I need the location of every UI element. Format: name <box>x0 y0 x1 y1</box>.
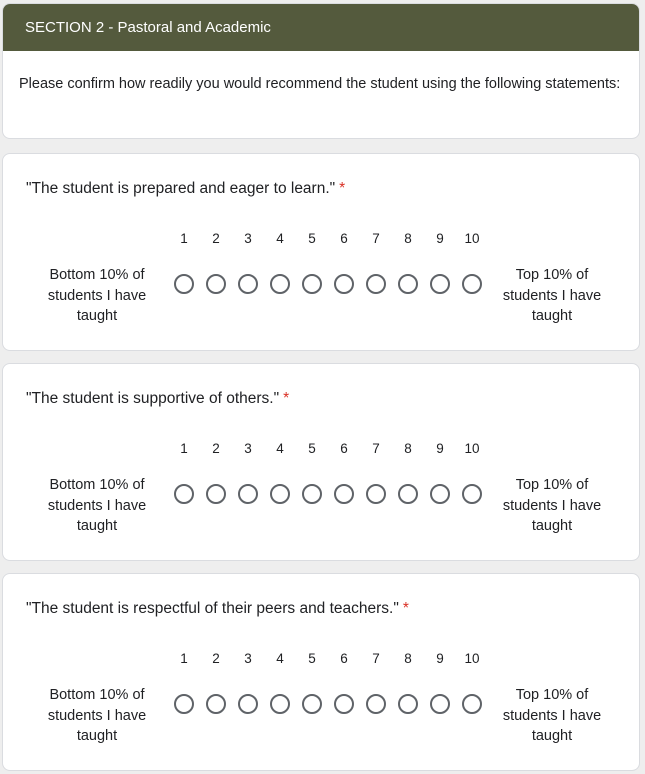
scale-number: 1 <box>180 231 188 246</box>
scale-high-label: Top 10% of students I have taught <box>502 477 602 534</box>
rating-radio-3[interactable] <box>238 484 258 504</box>
rating-radio-1[interactable] <box>174 694 194 714</box>
scale-low-label: Bottom 10% of students I have taught <box>47 687 147 744</box>
scale-high-label: Top 10% of students I have taught <box>502 267 602 324</box>
rating-radio-6[interactable] <box>334 694 354 714</box>
rating-radio-4[interactable] <box>270 694 290 714</box>
scale-number: 8 <box>404 231 412 246</box>
scale-number: 6 <box>340 651 348 666</box>
question-title-text: "The student is supportive of others." <box>26 390 280 407</box>
required-asterisk: * <box>283 390 290 407</box>
scale-number: 1 <box>180 441 188 456</box>
rating-radio-7[interactable] <box>366 484 386 504</box>
rating-radio-2[interactable] <box>206 274 226 294</box>
rating-radio-10[interactable] <box>462 484 482 504</box>
scale-number: 8 <box>404 651 412 666</box>
rating-radio-4[interactable] <box>270 484 290 504</box>
rating-radio-8[interactable] <box>398 694 418 714</box>
required-asterisk: * <box>402 600 409 617</box>
question-card <box>2 573 640 771</box>
scale-number: 4 <box>276 651 284 666</box>
question-title-text: "The student is respectful of their peers and teachers." <box>26 600 399 617</box>
scale-number: 10 <box>464 441 480 456</box>
rating-radio-9[interactable] <box>430 274 450 294</box>
rating-radio-3[interactable] <box>238 274 258 294</box>
required-asterisk: * <box>339 180 346 197</box>
scale-number: 1 <box>180 651 188 666</box>
question-title <box>26 600 409 618</box>
scale-number: 4 <box>276 231 284 246</box>
question-card <box>2 363 640 561</box>
scale-number: 5 <box>308 231 316 246</box>
rating-radio-5[interactable] <box>302 484 322 504</box>
rating-radio-8[interactable] <box>398 484 418 504</box>
rating-radio-7[interactable] <box>366 694 386 714</box>
question-title-text: "The student is prepared and eager to learn." <box>26 180 336 197</box>
scale-number: 10 <box>464 651 480 666</box>
section-header-card <box>2 3 640 139</box>
question-title <box>26 180 345 198</box>
rating-radio-5[interactable] <box>302 694 322 714</box>
scale-low-label: Bottom 10% of students I have taught <box>47 267 147 324</box>
scale-number: 9 <box>436 231 444 246</box>
rating-radio-10[interactable] <box>462 694 482 714</box>
rating-radio-2[interactable] <box>206 484 226 504</box>
scale-number: 3 <box>244 651 252 666</box>
rating-radio-5[interactable] <box>302 274 322 294</box>
scale-low-label: Bottom 10% of students I have taught <box>47 477 147 534</box>
rating-radio-3[interactable] <box>238 694 258 714</box>
scale-number: 3 <box>244 231 252 246</box>
scale-number: 7 <box>372 441 380 456</box>
scale-number: 7 <box>372 231 380 246</box>
rating-radio-8[interactable] <box>398 274 418 294</box>
scale-number: 9 <box>436 651 444 666</box>
scale-number: 3 <box>244 441 252 456</box>
section-description: Please confirm how readily you would recommend the student using the following statements: <box>19 76 621 92</box>
scale-number: 10 <box>464 231 480 246</box>
rating-radio-9[interactable] <box>430 694 450 714</box>
scale-number: 6 <box>340 441 348 456</box>
scale-number: 9 <box>436 441 444 456</box>
scale-number: 2 <box>212 651 220 666</box>
scale-number: 4 <box>276 441 284 456</box>
scale-number: 7 <box>372 651 380 666</box>
scale-number: 2 <box>212 231 220 246</box>
rating-radio-10[interactable] <box>462 274 482 294</box>
rating-radio-4[interactable] <box>270 274 290 294</box>
scale-number: 5 <box>308 441 316 456</box>
scale-number: 6 <box>340 231 348 246</box>
rating-radio-7[interactable] <box>366 274 386 294</box>
rating-radio-2[interactable] <box>206 694 226 714</box>
question-title <box>26 390 289 408</box>
scale-high-label: Top 10% of students I have taught <box>502 687 602 744</box>
rating-radio-1[interactable] <box>174 274 194 294</box>
rating-radio-1[interactable] <box>174 484 194 504</box>
rating-radio-9[interactable] <box>430 484 450 504</box>
question-card <box>2 153 640 351</box>
rating-radio-6[interactable] <box>334 484 354 504</box>
scale-number: 5 <box>308 651 316 666</box>
scale-number: 8 <box>404 441 412 456</box>
section-title: SECTION 2 - Pastoral and Academic <box>3 4 639 51</box>
rating-radio-6[interactable] <box>334 274 354 294</box>
scale-number: 2 <box>212 441 220 456</box>
